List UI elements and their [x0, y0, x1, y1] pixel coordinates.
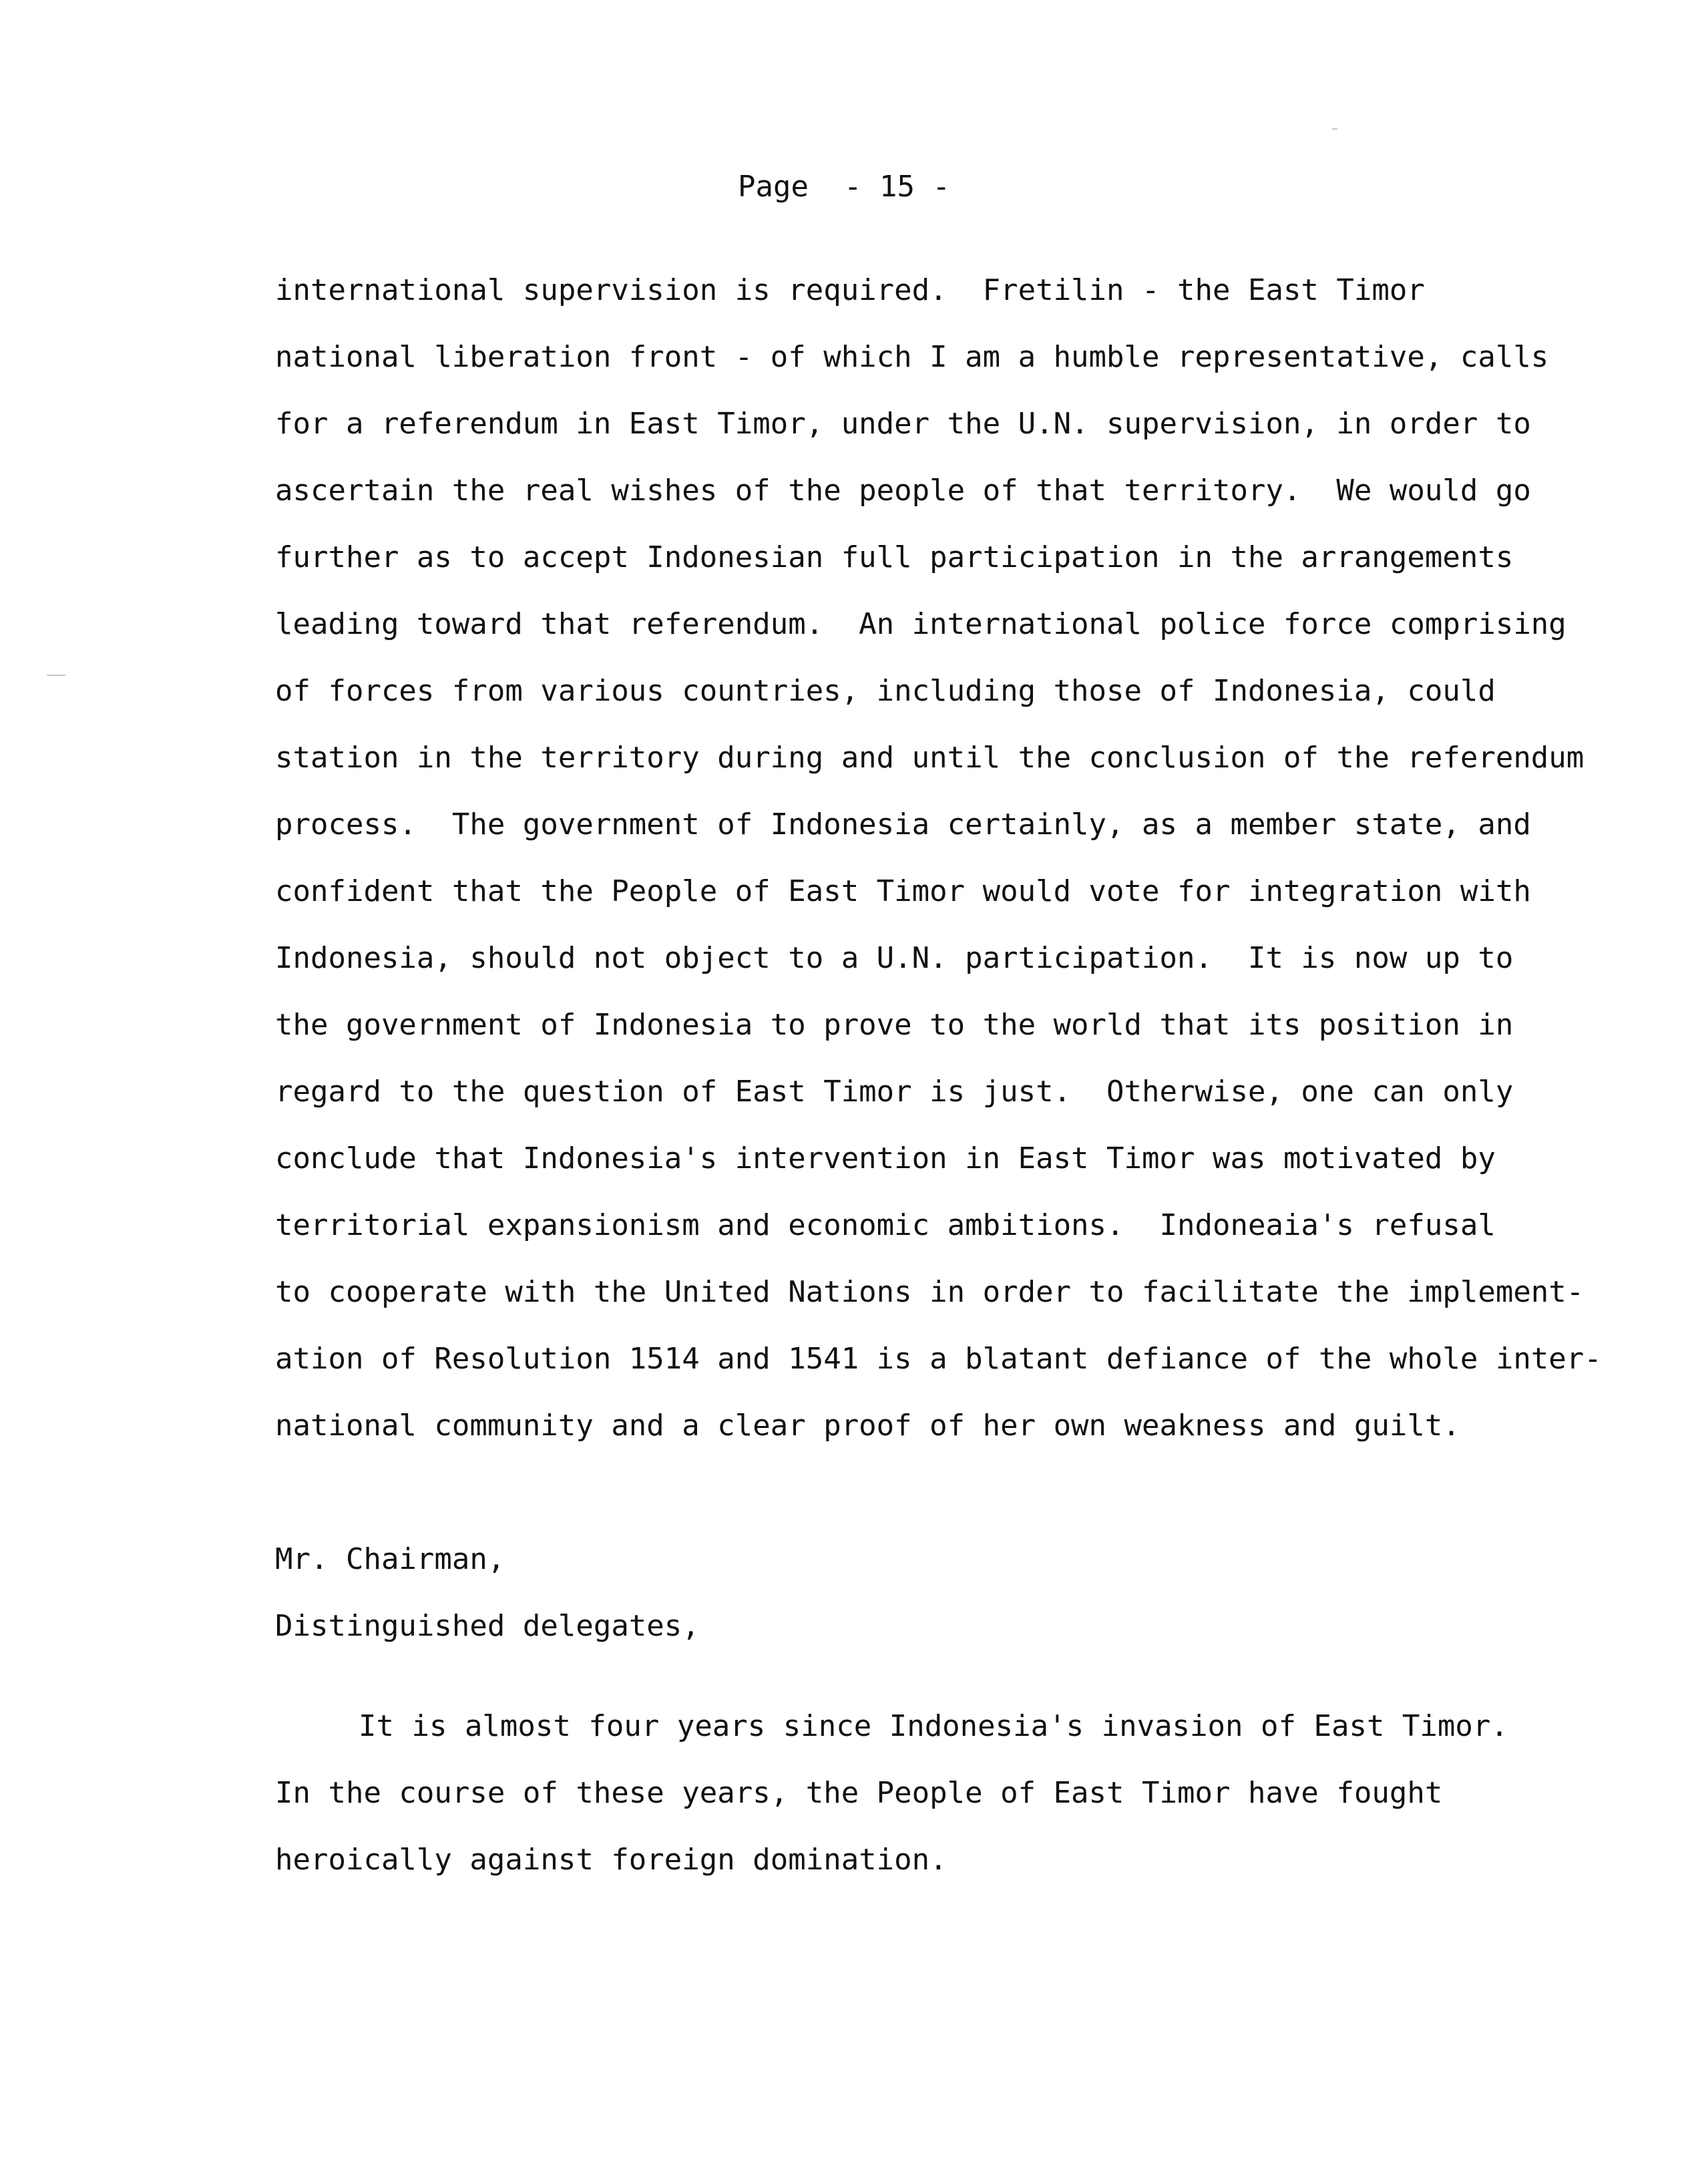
body-line: national community and a clear proof of her own weakness and guilt.: [275, 1409, 1460, 1443]
closing-paragraph: [275, 1693, 1544, 1893]
body-line: regard to the question of East Timor is just. Otherwise, one can only: [275, 1075, 1514, 1109]
body-line: further as to accept Indonesian full participation in the arrangements: [275, 540, 1514, 574]
body-line: the government of Indonesia to prove to the world that its position in: [275, 1008, 1514, 1042]
body-line: leading toward that referendum. An international police force comprising: [275, 607, 1566, 641]
closing-line: In the course of these years, the People of East Timor have fought: [275, 1776, 1443, 1810]
body-line: station in the territory during and until the conclusion of the referendum: [275, 741, 1585, 775]
scan-mark: [47, 675, 65, 676]
body-line: of forces from various countries, including those of Indonesia, could: [275, 674, 1496, 708]
body-line: national liberation front - of which I am a humble representative, calls: [275, 340, 1549, 374]
salutation-chairman: Mr. Chairman,: [275, 1542, 505, 1576]
body-line: for a referendum in East Timor, under the U.N. supervision, in order to: [275, 407, 1531, 441]
body-line: territorial expansionism and economic ambitions. Indoneaia's refusal: [275, 1208, 1496, 1242]
body-line: confident that the People of East Timor would vote for integration with: [275, 874, 1531, 908]
body-line: ation of Resolution 1514 and 1541 is a blatant defiance of the whole inter-: [275, 1342, 1602, 1376]
scan-mark: [1332, 128, 1337, 130]
page-number-header: Page - 15 -: [738, 170, 950, 204]
closing-line: It is almost four years since Indonesia's invasion of East Timor.: [359, 1709, 1508, 1743]
body-paragraph: [275, 257, 1602, 1459]
body-line: international supervision is required. Fretilin - the East Timor: [275, 273, 1425, 307]
salutation-delegates: Distinguished delegates,: [275, 1609, 700, 1643]
body-line: process. The government of Indonesia certainly, as a member state, and: [275, 807, 1531, 842]
body-line: ascertain the real wishes of the people of that territory. We would go: [275, 474, 1531, 508]
body-line: to cooperate with the United Nations in order to facilitate the implement-: [275, 1275, 1585, 1309]
closing-line: heroically against foreign domination.: [275, 1843, 947, 1877]
body-line: Indonesia, should not object to a U.N. participation. It is now up to: [275, 941, 1514, 975]
body-line: conclude that Indonesia's intervention in East Timor was motivated by: [275, 1141, 1496, 1175]
salutation: [275, 1526, 1544, 1660]
